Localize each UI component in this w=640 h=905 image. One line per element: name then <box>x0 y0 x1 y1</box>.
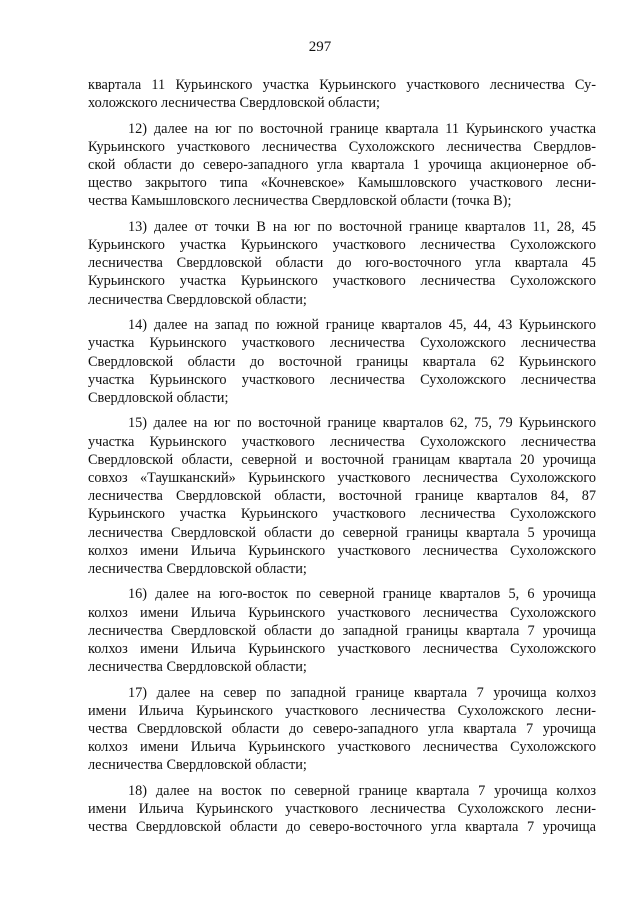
text-line: Свердловской области, северной и восточной границам квартала 20 урочища <box>88 451 596 468</box>
text-line: лесничества Свердловской области до юго-восточного угла квартала 45 <box>88 255 596 272</box>
paragraph <box>88 684 596 775</box>
paragraph <box>88 218 596 309</box>
text-line: колхоз имени Ильича Курьинского участкового лесничества Сухоложского <box>88 542 596 559</box>
paragraph <box>88 120 596 211</box>
text-line: 12) далее на юг по восточной границе квартала 11 Курьинского участка <box>128 120 596 137</box>
text-line: лесничества Свердловской области; <box>88 560 307 577</box>
text-line: ской области до северо-западного угла квартала 1 урочища акционерное об- <box>88 157 596 174</box>
text-line: 13) далее от точки В на юг по восточной границе кварталов 11, 28, 45 <box>128 218 596 235</box>
text-line: Свердловской области; <box>88 389 229 406</box>
text-line: 18) далее на восток по северной границе квартала 7 урочища колхоз <box>128 782 596 799</box>
text-line: 16) далее на юго-восток по северной границе кварталов 5, 6 урочища <box>128 586 596 603</box>
text-line: лесничества Свердловской области до северной границы квартала 5 урочища <box>88 524 596 541</box>
text-line: лесничества Свердловской области, восточной границе кварталов 84, 87 <box>88 488 596 505</box>
text-line: Курьинского участка Курьинского участкового лесничества Сухоложского <box>88 237 596 254</box>
text-line: холожского лесничества Свердловской области; <box>88 95 380 112</box>
text-line: колхоз имени Ильича Курьинского участкового лесничества Сухоложского <box>88 604 596 621</box>
paragraph <box>88 585 596 676</box>
document-body <box>88 76 596 844</box>
text-line: Свердловской области до восточной границы квартала 62 Курьинского <box>88 353 596 370</box>
text-line: участка Курьинского участкового лесничества Сухоложского лесничества <box>88 371 596 388</box>
text-line: колхоз имени Ильича Курьинского участкового лесничества Сухоложского <box>88 739 596 756</box>
text-line: щество закрытого типа «Кочневское» Камышловского участкового лесни- <box>88 175 596 192</box>
text-line: имени Ильича Курьинского участкового лесничества Сухоложского лесни- <box>88 702 596 719</box>
text-line: Курьинского участка Курьинского участкового лесничества Сухоложского <box>88 506 596 523</box>
text-line: Курьинского участка Курьинского участкового лесничества Сухоложского <box>88 273 596 290</box>
text-line: совхоз «Таушканский» Курьинского участкового лесничества Сухоложского <box>88 469 596 486</box>
text-line: колхоз имени Ильича Курьинского участкового лесничества Сухоложского <box>88 640 596 657</box>
paragraph <box>88 76 596 112</box>
text-line: квартала 11 Курьинского участка Курьинского участкового лесничества Су- <box>88 77 596 93</box>
text-line: лесничества Свердловской области; <box>88 291 307 308</box>
text-line: 14) далее на запад по южной границе кварталов 45, 44, 43 Курьинского <box>128 317 596 334</box>
text-line: имени Ильича Курьинского участкового лесничества Сухоложского лесни- <box>88 801 596 818</box>
text-line: лесничества Свердловской области; <box>88 757 307 774</box>
text-line: чества Свердловской области до северо-восточного угла квартала 7 урочища <box>88 819 596 836</box>
paragraph <box>88 782 596 837</box>
text-line: чества Свердловской области до северо-западного угла квартала 7 урочища <box>88 720 596 737</box>
text-line: лесничества Свердловской области до западной границы квартала 7 урочища <box>88 622 596 639</box>
paragraph <box>88 414 596 578</box>
page-number: 297 <box>308 39 332 55</box>
text-line: 17) далее на север по западной границе квартала 7 урочища колхоз <box>128 684 596 701</box>
text-line: участка Курьинского участкового лесничества Сухоложского лесничества <box>88 335 596 352</box>
text-line: участка Курьинского участкового лесничества Сухоложского лесничества <box>88 433 596 450</box>
text-line: лесничества Свердловской области; <box>88 659 307 676</box>
text-line: чества Камышловского лесничества Свердловской области (точка В); <box>88 193 512 210</box>
text-line: 15) далее на юг по восточной границе кварталов 62, 75, 79 Курьинского <box>128 415 596 432</box>
text-line: Курьинского участкового лесничества Сухоложского лесничества Свердлов- <box>88 138 596 155</box>
paragraph <box>88 316 596 407</box>
